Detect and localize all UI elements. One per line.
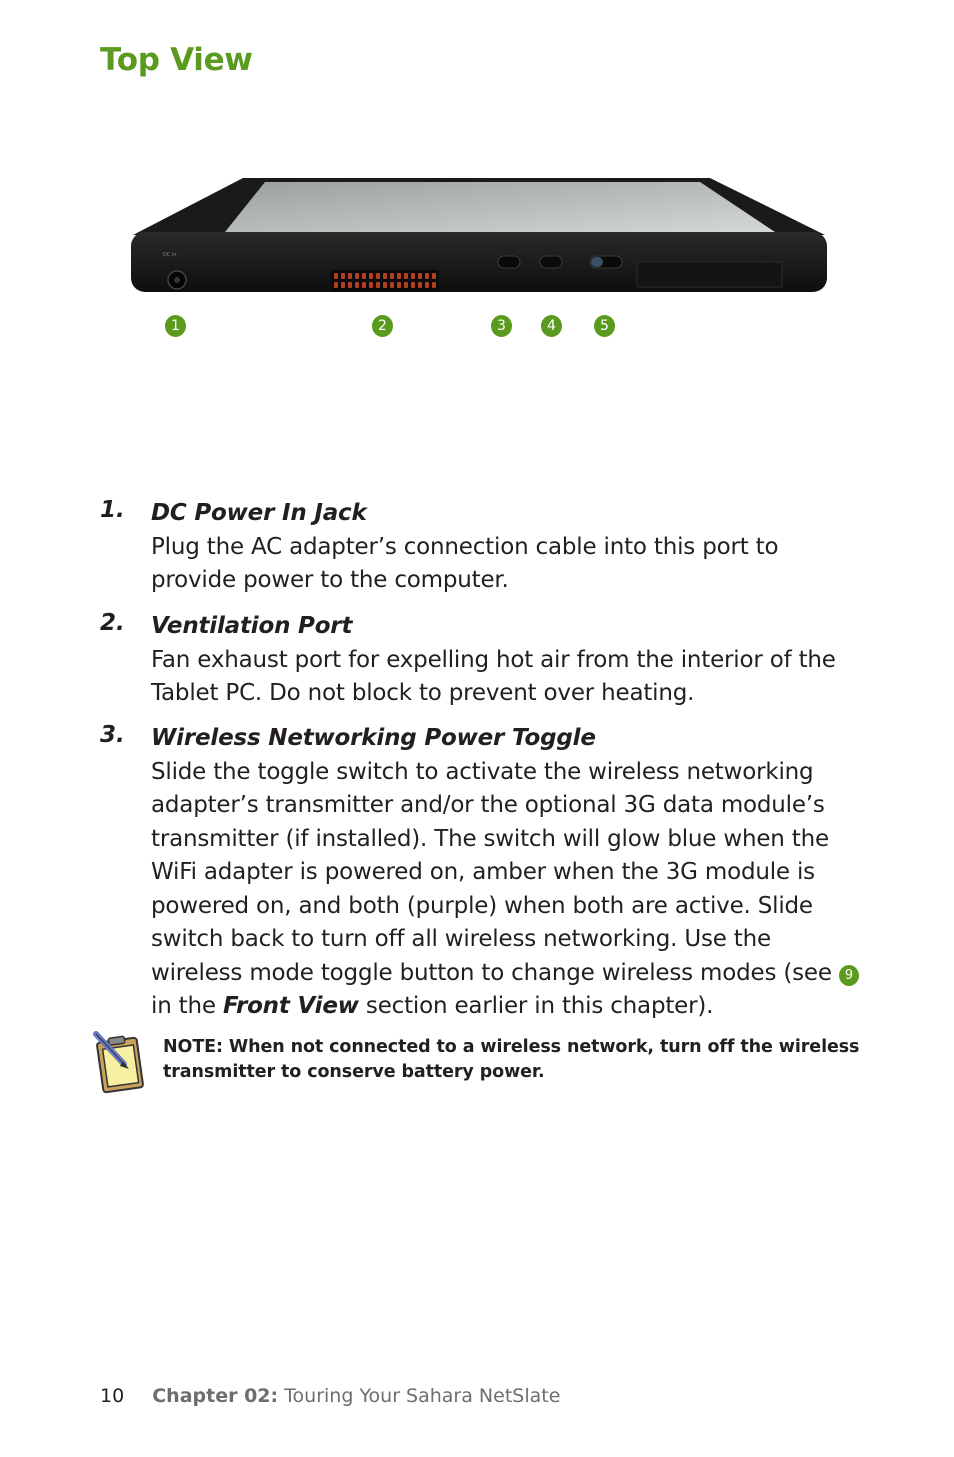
vent-slot — [348, 282, 352, 288]
vent-slot — [404, 282, 408, 288]
ref-text-post: section earlier in this chapter). — [365, 993, 714, 1019]
vent-slot — [425, 282, 429, 288]
vent-slot — [418, 273, 422, 279]
list-item — [100, 497, 860, 598]
svg-text:DC In: DC In — [163, 252, 177, 258]
vent-slot — [397, 282, 401, 288]
callout-2: 2 — [372, 315, 393, 337]
chapter-label: Chapter 02: — [152, 1385, 279, 1407]
vent-slot — [369, 282, 373, 288]
callout-3: 3 — [491, 315, 512, 337]
item-description: Slide the toggle switch to activate the wireless networking adapter’s transmitter and/or the optional 3G data module’s transmitter (if installed). The switch will glow blue when the WiFi adapter is powered on, amber when the 3G module is powered on, and both (purple) when both are active. Slide switch back to turn off all wireless networking. Use the wireless mode toggle button to change wireless modes (see — [151, 758, 832, 986]
vent-slot — [348, 273, 352, 279]
vent-slot — [355, 273, 359, 279]
callout-5: 5 — [594, 315, 615, 337]
vent-slot — [376, 282, 380, 288]
vent-slot — [369, 273, 373, 279]
vent-slot — [411, 273, 415, 279]
vent-slot — [334, 273, 338, 279]
list-item — [100, 610, 860, 711]
vent-slot — [362, 273, 366, 279]
list-item — [100, 722, 860, 1024]
item-title: Ventilation Port — [151, 613, 353, 639]
vent-slot — [383, 273, 387, 279]
note-text: NOTE: When not connected to a wireless network, turn off the wireless transmitter to conserve battery power. — [163, 1037, 860, 1082]
vent-slot — [341, 273, 345, 279]
item-number: 1. — [100, 497, 125, 523]
vent-slot — [397, 273, 401, 279]
vent-slot — [362, 282, 366, 288]
vent-slot — [404, 273, 408, 279]
page-number: 10 — [100, 1385, 125, 1407]
callout-4: 4 — [541, 315, 562, 337]
chapter-title: Touring Your Sahara NetSlate — [284, 1385, 561, 1407]
page-footer — [100, 1385, 560, 1407]
vent-slot — [418, 282, 422, 288]
vent-slot — [390, 273, 394, 279]
vent-slot — [432, 282, 436, 288]
vent-slot — [334, 282, 338, 288]
tablet-top-view-image — [125, 170, 835, 305]
inline-callout-9: 9 — [839, 965, 859, 986]
vent-slot — [383, 282, 387, 288]
vent-slot — [390, 282, 394, 288]
vent-slot — [341, 282, 345, 288]
ref-section-name: Front View — [222, 993, 359, 1019]
callout-1: 1 — [165, 315, 186, 337]
ref-text-pre: in the — [151, 993, 216, 1019]
item-number: 3. — [100, 722, 125, 748]
item-title: DC Power In Jack — [151, 500, 367, 526]
vent-slot — [411, 282, 415, 288]
vent-slot — [355, 282, 359, 288]
note-clipboard-icon — [90, 1030, 154, 1094]
item-number: 2. — [100, 610, 125, 636]
page-title: Top View — [100, 42, 253, 78]
vent-slot — [425, 273, 429, 279]
item-title: Wireless Networking Power Toggle — [151, 725, 596, 751]
item-description: Plug the AC adapter’s connection cable into this port to provide power to the computer. — [151, 533, 779, 593]
item-description: Fan exhaust port for expelling hot air from the interior of the Tablet PC. Do not block to prevent over heating. — [151, 646, 836, 706]
vent-slot — [376, 273, 380, 279]
vent-slot — [432, 273, 436, 279]
